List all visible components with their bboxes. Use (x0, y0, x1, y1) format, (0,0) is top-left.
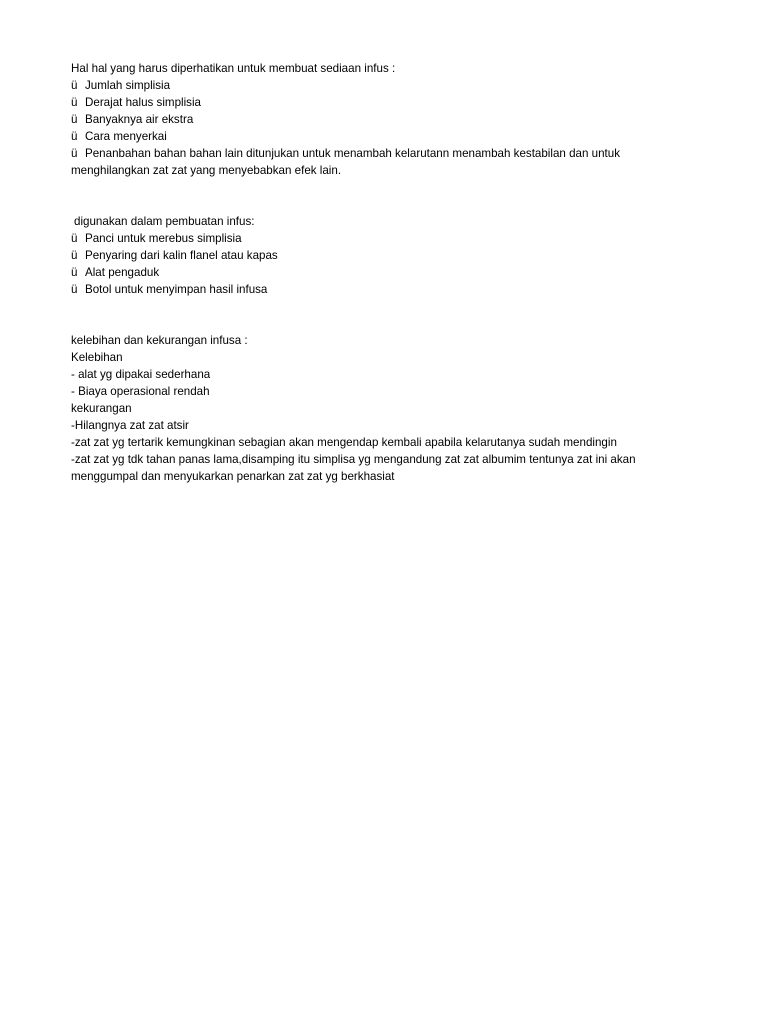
list-item (71, 264, 701, 281)
list-item (71, 230, 701, 247)
checkmark-bullet-icon: ü (71, 266, 78, 279)
section-pros-cons (71, 332, 701, 485)
checkmark-bullet-icon: ü (71, 147, 78, 160)
list-item (71, 128, 701, 145)
list-item (71, 94, 701, 111)
list-item (71, 247, 701, 264)
section-heading: digunakan dalam pembuatan infus: (74, 215, 255, 228)
list-item: - alat yg dipakai sederhana (71, 368, 211, 381)
section-heading: Hal hal yang harus diperhatikan untuk membuat sediaan infus : (71, 62, 396, 75)
list-item: -Hilangnya zat zat atsir (71, 419, 189, 432)
disadvantages-label: kekurangan (71, 402, 132, 415)
list-item: -zat zat yg tertarik kemungkinan sebagian akan mengendap kembali apabila kelarutanya sudah mendingin (71, 436, 617, 449)
list-item (71, 77, 701, 94)
checkmark-bullet-icon: ü (71, 113, 78, 126)
list-item-text: Banyaknya air ekstra (85, 113, 194, 126)
list-item-text: Botol untuk menyimpan hasil infusa (85, 283, 268, 296)
checkmark-bullet-icon: ü (71, 232, 78, 245)
checkmark-bullet-icon: ü (71, 283, 78, 296)
list-item: - Biaya operasional rendah (71, 385, 210, 398)
checkmark-bullet-icon: ü (71, 130, 78, 143)
list-item (71, 281, 701, 298)
advantages-label: Kelebihan (71, 351, 123, 364)
checkmark-bullet-icon: ü (71, 79, 78, 92)
section-infus-equipment (71, 213, 701, 298)
document-page (71, 60, 701, 485)
section-heading: kelebihan dan kekurangan infusa : (71, 334, 248, 347)
list-item-text: Cara menyerkai (85, 130, 167, 143)
list-item-text: Jumlah simplisia (85, 79, 171, 92)
paragraph-spacer (71, 179, 701, 213)
checkmark-bullet-icon: ü (71, 96, 78, 109)
list-item-text: Penanbahan bahan bahan lain ditunjukan untuk menambah kelarutann menambah kestabilan dan untuk menghilangkan zat zat yang menyebabkan efek lain. (71, 147, 620, 177)
list-item-text: Derajat halus simplisia (85, 96, 201, 109)
paragraph-spacer (71, 298, 701, 332)
list-item: -zat zat yg tdk tahan panas lama,disamping itu simplisa yg mengandung zat zat albumim tentunya zat ini akan menggumpal dan menyukarkan penarkan zat zat yg berkhasiat (71, 453, 636, 483)
checkmark-bullet-icon: ü (71, 249, 78, 262)
list-item (71, 111, 701, 128)
section-infus-considerations (71, 60, 701, 179)
list-item-text: Penyaring dari kalin flanel atau kapas (85, 249, 278, 262)
list-item-text: Panci untuk merebus simplisia (85, 232, 242, 245)
list-item (71, 145, 701, 179)
list-item-text: Alat pengaduk (85, 266, 160, 279)
